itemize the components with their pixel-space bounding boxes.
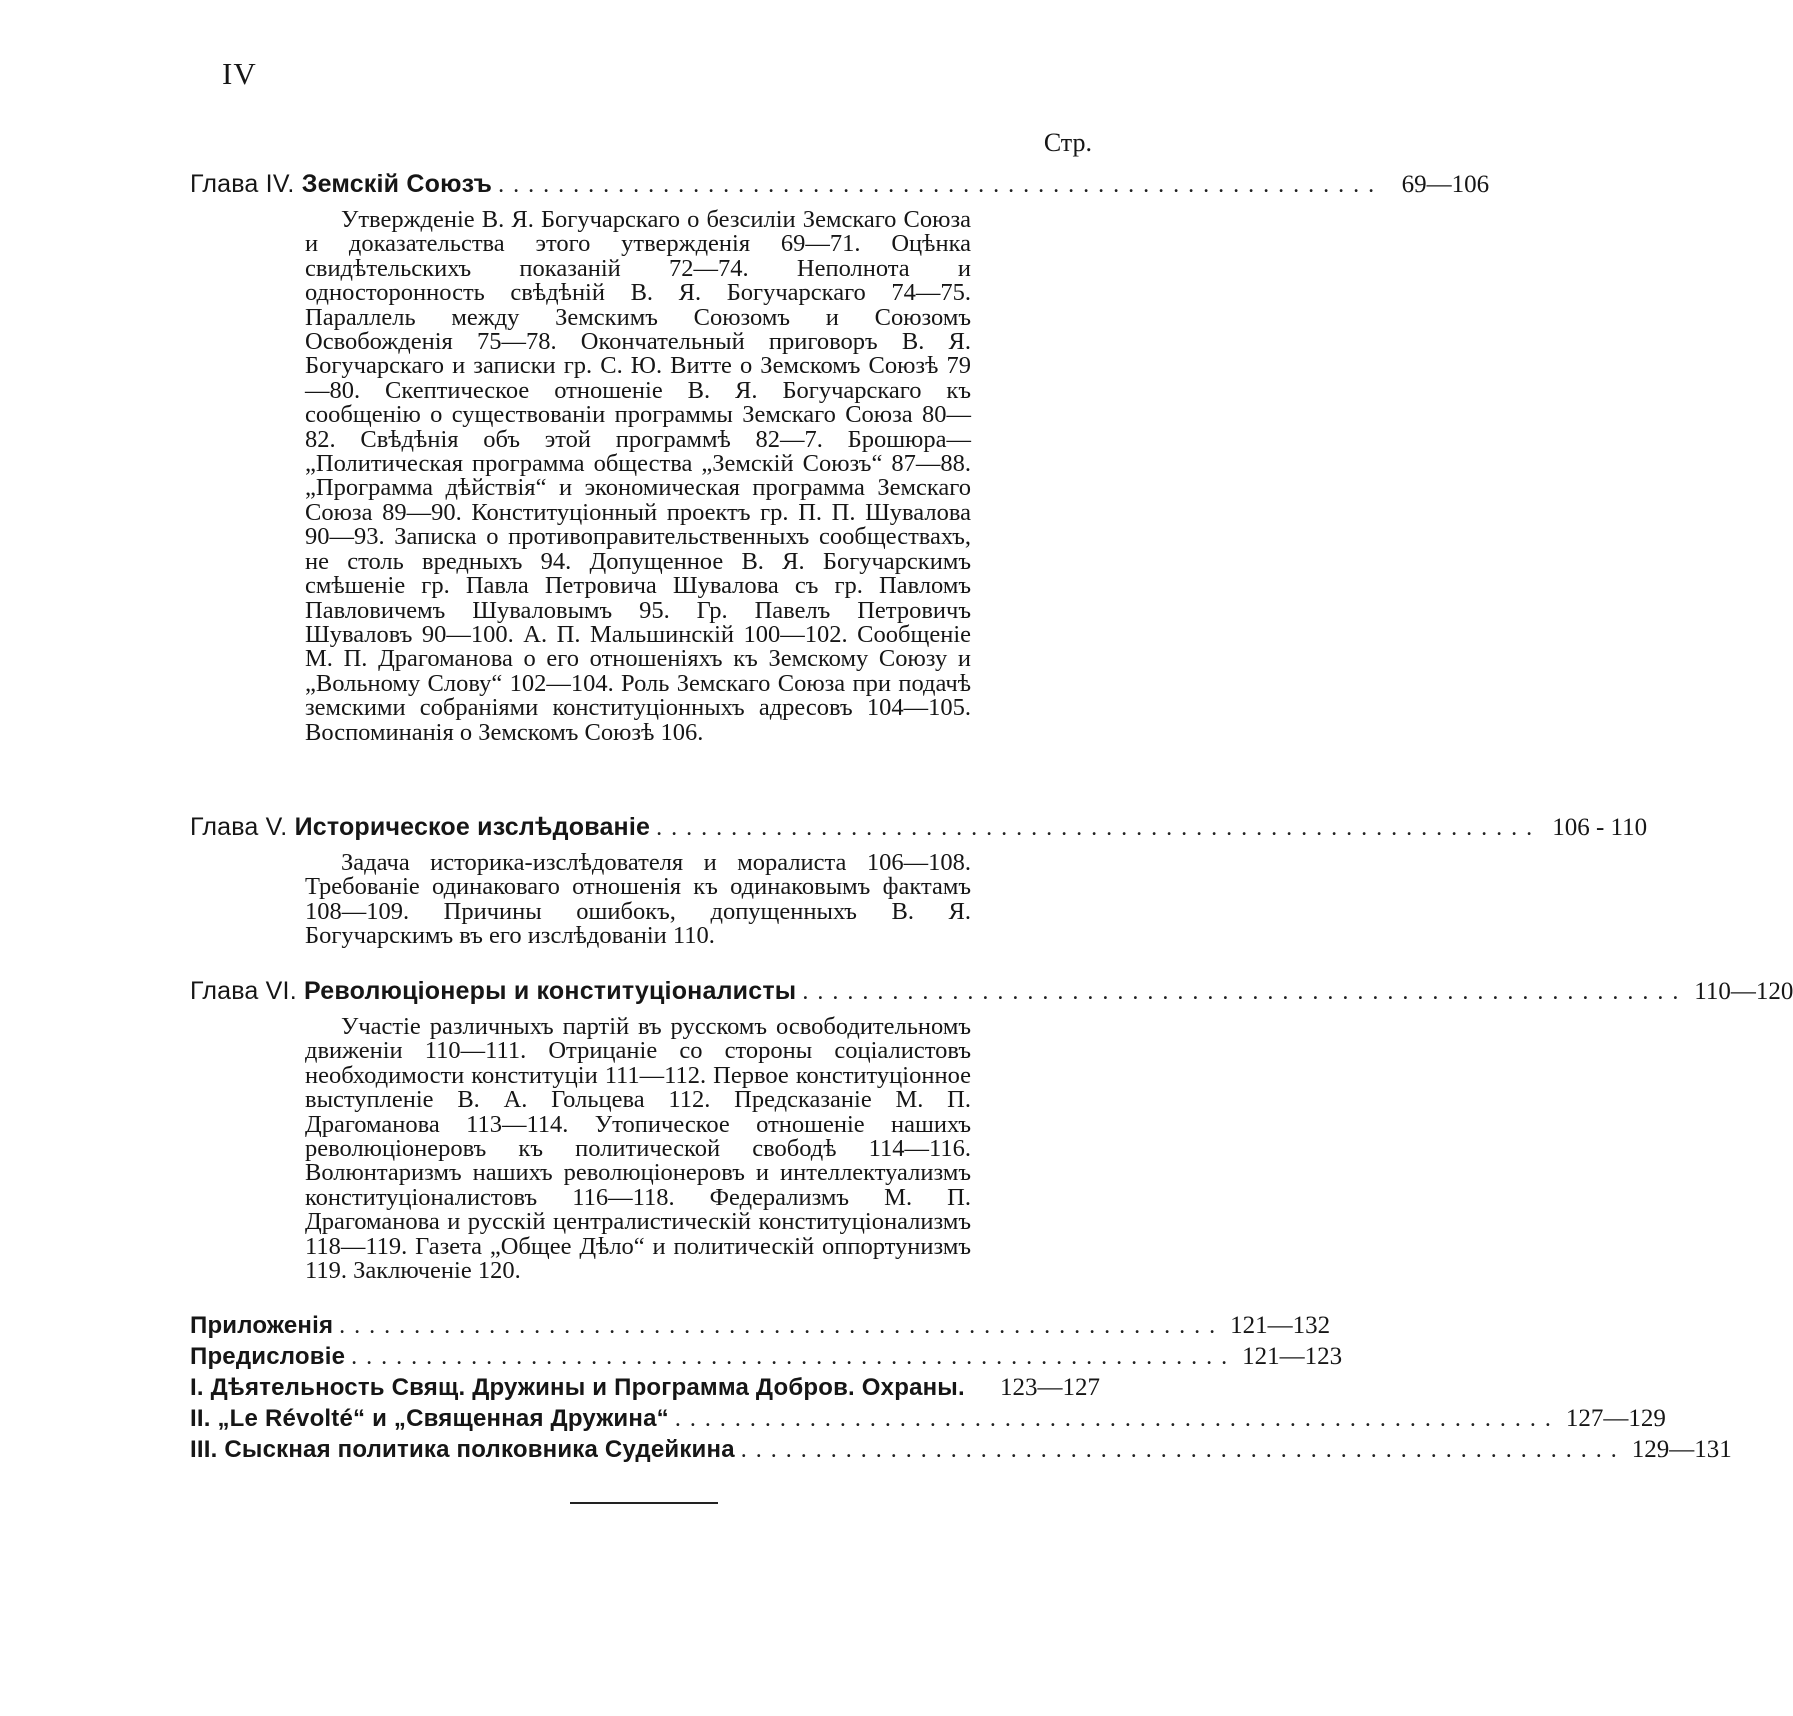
toc-entry-chapter-5 — [190, 813, 1648, 842]
chapter-pages: 69—106 — [1401, 171, 1490, 198]
closing-rule — [570, 1502, 718, 1504]
appendix-pages: 129—131 — [1631, 1436, 1732, 1463]
chapter-6-description: Участіе различныхъ партій въ русскомъ освободительномъ движеніи 110—111. Отрицаніе со стороны соціалистовъ необходимости конституціи 111—112. Первое конституціонное выступленіе В. А. Гольцева 112. Предсказаніе М. П. Драгоманова 113—114. Утопическое отношеніе нашихъ революціонеровъ къ политической свободѣ 114—116. Волюнтаризмъ нашихъ революціонеровъ и интеллектуализмъ конституціоналистовъ 116—118. Федерализмъ М. П. Драгоманова и русскій централистическій конституціонализмъ 118—119. Газета „Общее Дѣло“ и политическій оппортунизмъ 119. Заключеніе 120. — [305, 1013, 971, 1285]
leader-dots: ........................................................... — [339, 1313, 1225, 1339]
leader-dots: ........................................................... — [656, 815, 1542, 841]
appendix-pages: 121—132 — [1230, 1312, 1331, 1339]
leader-dots: ........................................................... — [351, 1344, 1237, 1370]
chapter-pages: 110—120 — [1694, 978, 1793, 1005]
pages-column-header: Стр. — [1043, 128, 1092, 157]
chapter-title: Глава VI. Революціонеры и конституціоналисты — [190, 977, 797, 1005]
toc-entry-appendix-1 — [190, 1374, 1100, 1402]
chapter-4-description: Утвержденіе В. Я. Богучарскаго о безсиліи Земскаго Союза и доказательства этого утвержденія 69—71. Оцѣнка свидѣтельскихъ показаній 72—74. Неполнота и односторонность свѣдѣній В. Я. Богучарскаго 74—75. Параллель между Земскимъ Союзомъ и Союзомъ Освобожденія 75—78. Окончательный приговоръ В. Я. Богучарскаго и записки гр. С. Ю. Витте о Земскомъ Союзѣ 79—80. Скептическое отношеніе В. Я. Богучарскаго къ сообщенію о существованіи программы Земскаго Союза 80—82. Свѣдѣнія объ этой программѣ 82—7. Брошюра—„Политическая программа общества „Земскій Союзъ“ 87—88. „Программа дѣйствія“ и экономическая программа Земскаго Союза 89—90. Конституціонный проектъ гр. П. П. Шувалова 90—93. Записка о противоправительственныхъ сообществахъ, не столь вредныхъ 94. Допущенное В. Я. Богучарскимъ смѣшеніе гр. Павла Петровича Шувалова съ гр. Павломъ Павловичемъ Шуваловымъ 95. Гр. Павелъ Петровичъ Шуваловъ 90—100. А. П. Мальшинскій 100—102. Сообщеніе М. П. Драгоманова о его отношеніяхъ къ Земскому Союзу и „Вольному Слову“ 102—104. Роль Земскаго Союза при подачѣ земскими собраніями конституціонныхъ адресовъ 104—105. Воспоминанія о Земскомъ Союзѣ 106. — [305, 206, 971, 746]
appendix-pages: 127—129 — [1565, 1405, 1666, 1432]
toc-entry-preface — [190, 1343, 1343, 1371]
toc-entry-appendices — [190, 1312, 1331, 1340]
chapter-title: Глава V. Историческое изслѣдованіе — [190, 813, 651, 841]
appendix-title: I. Дѣятельность Свящ. Дружины и Программа Добров. Охраны. — [190, 1374, 965, 1401]
leader-dots: ........................................................... — [740, 1437, 1626, 1463]
appendix-title: II. „Le Révolté“ и „Священная Дружина“ — [190, 1405, 669, 1432]
appendix-title: Предисловіе — [190, 1343, 346, 1370]
chapter-5-description: Задача историка-изслѣдователя и моралиста 106—108. Требованіе одинаковаго отношенія къ одинаковымъ фактамъ 108—109. Причины ошибокъ, допущенныхъ В. Я. Богучарскимъ въ его изслѣдованіи 110. — [305, 849, 971, 950]
chapter-pages: 106 - 110 — [1552, 814, 1648, 841]
toc-entry-chapter-4 — [190, 170, 1490, 199]
appendix-title: Приложенія — [190, 1312, 334, 1339]
chapter-title: Глава IV. Земскій Союзъ — [190, 170, 493, 198]
page-number: IV — [222, 56, 257, 91]
toc-entry-appendix-2 — [190, 1405, 1666, 1433]
appendix-title: III. Сыскная политика полковника Судейкина — [190, 1436, 735, 1463]
leader-dots: ........................................................... — [498, 172, 1384, 198]
appendix-pages: 123—127 — [1000, 1374, 1100, 1401]
appendix-pages: 121—123 — [1242, 1343, 1343, 1370]
toc-entry-chapter-6 — [190, 977, 1793, 1006]
leader-dots: ........................................................... — [674, 1406, 1560, 1432]
leader-dots: ........................................................... — [802, 979, 1688, 1005]
toc-entry-appendix-3 — [190, 1436, 1732, 1464]
